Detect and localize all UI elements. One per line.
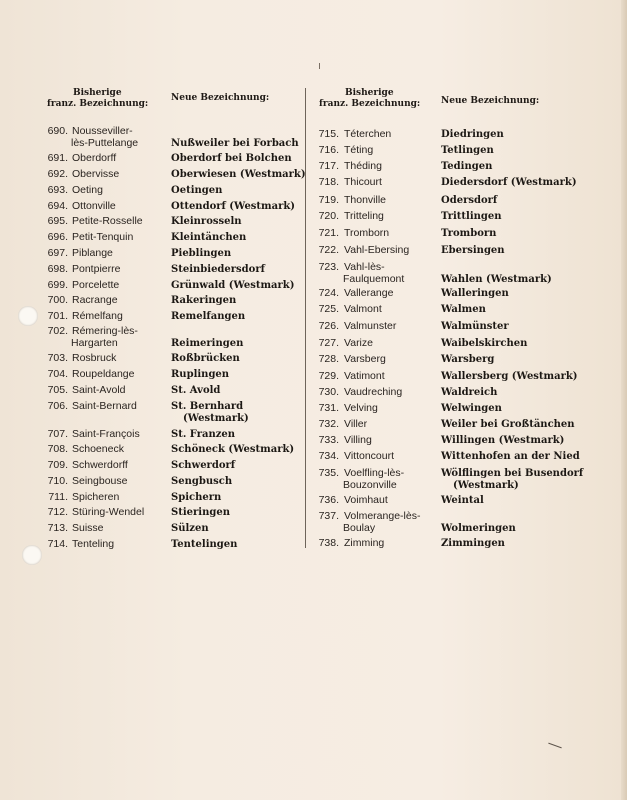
entry-number: 696. xyxy=(47,231,68,243)
entry-number: 694. xyxy=(47,200,68,212)
old-name: Rémering-lès- xyxy=(72,325,138,337)
new-name: Grünwald (Westmark) xyxy=(171,280,295,291)
entry-number: 728. xyxy=(318,353,339,365)
old-name: Piblange xyxy=(72,247,113,259)
entry-number: 702. xyxy=(47,325,68,337)
new-name: Odersdorf xyxy=(441,195,498,206)
entry-number: 732. xyxy=(318,418,339,430)
new-name: Waldreich xyxy=(441,387,498,398)
entry-number: 716. xyxy=(318,144,339,156)
new-name: Walleringen xyxy=(441,288,509,299)
entry-number: 693. xyxy=(47,184,68,196)
new-name-continued: (Westmark) xyxy=(183,413,249,424)
entry-number: 717. xyxy=(318,160,339,172)
old-name: Racrange xyxy=(72,294,118,306)
old-name: Vittoncourt xyxy=(344,450,395,462)
old-name: lès-Puttelange xyxy=(71,137,139,149)
new-name: Spichern xyxy=(171,492,222,503)
old-name: Stüring-Wendel xyxy=(72,506,145,518)
new-name: Ottendorf (Westmark) xyxy=(171,201,296,212)
new-name: Oetingen xyxy=(171,185,223,196)
new-name: Weintal xyxy=(441,495,484,506)
entry-number: 699. xyxy=(47,279,68,291)
entry-number: 722. xyxy=(318,244,339,256)
old-name: Saint-François xyxy=(72,428,140,440)
new-name: Tetlingen xyxy=(441,145,494,156)
entry-number: 720. xyxy=(318,210,339,222)
old-name: Oberdorff xyxy=(72,152,117,164)
entry-number: 731. xyxy=(318,402,339,414)
old-name: Villing xyxy=(344,434,372,446)
right-old-header xyxy=(319,88,420,110)
entry-number: 725. xyxy=(318,303,339,315)
new-name: Roßbrücken xyxy=(171,353,240,364)
left-old-header xyxy=(47,88,148,110)
old-name: Nousseviller- xyxy=(72,125,133,137)
entry-number: 738. xyxy=(318,537,339,549)
punch-hole-lower xyxy=(22,545,42,565)
old-name: Téting xyxy=(344,144,374,156)
new-name: Welwingen xyxy=(441,403,502,414)
entry-number: 721. xyxy=(318,227,339,239)
old-name: Schwerdorff xyxy=(72,459,128,471)
new-name: Kleinrosseln xyxy=(171,216,242,227)
old-name: Seingbouse xyxy=(72,475,128,487)
old-name: Schoeneck xyxy=(72,443,124,455)
entry-number: 734. xyxy=(318,450,339,462)
new-name: Zimmingen xyxy=(441,538,505,549)
new-name: Ebersingen xyxy=(441,245,505,256)
old-name: Viller xyxy=(344,418,368,430)
old-name: Ottonville xyxy=(72,200,116,212)
entry-number: 727. xyxy=(318,337,339,349)
old-name: Pontpierre xyxy=(72,263,121,275)
new-name: Waibelskirchen xyxy=(441,338,528,349)
entry-number: 730. xyxy=(318,386,339,398)
entry-number: 690. xyxy=(47,125,68,137)
old-name: Saint-Avold xyxy=(72,384,126,396)
page-edge xyxy=(621,0,627,800)
right-old-header-line1: Bisherige xyxy=(345,88,394,98)
new-name: Remelfangen xyxy=(171,311,246,322)
entry-number: 708. xyxy=(47,443,68,455)
old-name: Valmont xyxy=(344,303,382,315)
right-new-header: Neue Bezeichnung: xyxy=(441,96,540,106)
entry-number: 706. xyxy=(47,400,68,412)
entry-number: 709. xyxy=(47,459,68,471)
entry-number: 711. xyxy=(48,491,68,503)
new-name: Tromborn xyxy=(441,228,497,239)
entry-number: 737. xyxy=(318,510,339,522)
new-name: Trittlingen xyxy=(441,211,502,222)
entry-number: 704. xyxy=(47,368,68,380)
new-name: Oberwiesen (Westmark) xyxy=(171,169,306,180)
old-name: Obervisse xyxy=(72,168,120,180)
old-name: Tromborn xyxy=(344,227,390,239)
new-name: St. Franzen xyxy=(171,429,236,440)
old-name: Faulquemont xyxy=(343,273,405,285)
new-name: Sülzen xyxy=(171,523,209,534)
old-name: Velving xyxy=(344,402,378,414)
old-name: Vahl-lès- xyxy=(344,261,385,273)
old-name: Voelfling-lès- xyxy=(344,467,405,479)
new-name: Wittenhofen an der Nied xyxy=(441,451,580,462)
entry-number: 703. xyxy=(47,352,68,364)
new-name: Kleintänchen xyxy=(171,232,247,243)
new-name: Wölflingen bei Busendorf xyxy=(441,468,584,479)
entry-number: 697. xyxy=(47,247,68,259)
old-name: Tenteling xyxy=(72,538,115,550)
old-name: Rosbruck xyxy=(72,352,117,364)
old-name: Oeting xyxy=(72,184,103,196)
entry-number: 710. xyxy=(47,475,68,487)
entry-number: 729. xyxy=(318,370,339,382)
new-name: Willingen (Westmark) xyxy=(441,435,565,446)
old-name: Vaudreching xyxy=(344,386,403,398)
old-name: Saint-Bernard xyxy=(72,400,137,412)
new-name: Tedingen xyxy=(441,161,493,172)
old-name: Thonville xyxy=(344,194,387,206)
new-name: Weiler bei Großtänchen xyxy=(441,419,575,430)
new-name: Schöneck (Westmark) xyxy=(171,444,295,455)
old-name: Petit-Tenquin xyxy=(72,231,134,243)
entry-number: 712. xyxy=(47,506,68,518)
entry-number: 713. xyxy=(47,522,68,534)
new-name: Schwerdorf xyxy=(171,460,236,471)
new-name: Stieringen xyxy=(171,507,230,518)
old-name: Hargarten xyxy=(71,337,118,349)
new-name: Ruplingen xyxy=(171,369,230,380)
old-name: Téterchen xyxy=(344,128,392,140)
new-name: Steinbiedersdorf xyxy=(171,264,265,275)
new-name-continued: (Westmark) xyxy=(453,480,519,491)
entry-number: 733. xyxy=(318,434,339,446)
new-name: Oberdorf bei Bolchen xyxy=(171,153,292,164)
entry-number: 695. xyxy=(47,215,68,227)
old-name: Varize xyxy=(344,337,373,349)
left-old-header-line2: franz. Bezeichnung: xyxy=(47,99,149,109)
old-name: Bouzonville xyxy=(343,479,397,491)
right-old-header-line2: franz. Bezeichnung: xyxy=(319,99,421,109)
entry-number: 701. xyxy=(47,310,68,322)
entry-number: 718. xyxy=(318,176,339,188)
punch-hole-upper xyxy=(18,306,38,326)
old-name: Vahl-Ebersing xyxy=(344,244,410,256)
entry-number: 707. xyxy=(47,428,68,440)
old-name: Vatimont xyxy=(344,370,385,382)
old-name: Valmunster xyxy=(344,320,397,332)
old-name: Rémelfang xyxy=(72,310,123,322)
entry-number: 736. xyxy=(318,494,339,506)
entry-number: 724. xyxy=(318,287,339,299)
left-new-header: Neue Bezeichnung: xyxy=(171,93,270,103)
old-name: Voimhaut xyxy=(344,494,388,506)
new-name: Tentelingen xyxy=(171,539,238,550)
new-name: Rakeringen xyxy=(171,295,237,306)
new-name: St. Bernhard xyxy=(171,401,244,412)
entry-number: 714. xyxy=(47,538,68,550)
new-name: Pieblingen xyxy=(171,248,232,259)
old-name: Petite-Rosselle xyxy=(72,215,143,227)
new-name: Diedringen xyxy=(441,129,504,140)
entry-number: 735. xyxy=(318,467,339,479)
new-name: Wolmeringen xyxy=(441,523,516,534)
old-name: Suisse xyxy=(72,522,104,534)
old-name: Boulay xyxy=(343,522,376,534)
entry-number: 692. xyxy=(47,168,68,180)
old-name: Tritteling xyxy=(344,210,384,222)
page-tick-mark xyxy=(319,63,320,69)
new-name: Walmen xyxy=(441,304,486,315)
new-name: Warsberg xyxy=(441,354,495,365)
new-name: Reimeringen xyxy=(171,338,244,349)
entry-number: 691. xyxy=(47,152,68,164)
entry-number: 705. xyxy=(47,384,68,396)
new-name: Nußweiler bei Forbach xyxy=(171,138,299,149)
new-name: Diedersdorf (Westmark) xyxy=(441,177,577,188)
old-name: Roupeldange xyxy=(72,368,135,380)
column-divider xyxy=(305,88,306,548)
old-name: Zimming xyxy=(344,537,385,549)
entry-number: 723. xyxy=(318,261,339,273)
old-name: Thicourt xyxy=(344,176,382,188)
old-name: Varsberg xyxy=(344,353,386,365)
entry-number: 698. xyxy=(47,263,68,275)
old-name: Vallerange xyxy=(344,287,394,299)
new-name: Wahlen (Westmark) xyxy=(441,274,552,285)
entry-number: 726. xyxy=(318,320,339,332)
entry-number: 700. xyxy=(47,294,68,306)
new-name: Walmünster xyxy=(441,321,509,332)
old-name: Porcelette xyxy=(72,279,120,291)
left-old-header-line1: Bisherige xyxy=(73,88,122,98)
old-name: Volmerange-lès- xyxy=(344,510,421,522)
new-name: Sengbusch xyxy=(171,476,233,487)
new-name: Wallersberg (Westmark) xyxy=(441,371,578,382)
new-name: St. Avold xyxy=(171,385,221,396)
entry-number: 719. xyxy=(318,194,339,206)
entry-number: 715. xyxy=(318,128,339,140)
old-name: Spicheren xyxy=(72,491,120,503)
old-name: Théding xyxy=(344,160,382,172)
